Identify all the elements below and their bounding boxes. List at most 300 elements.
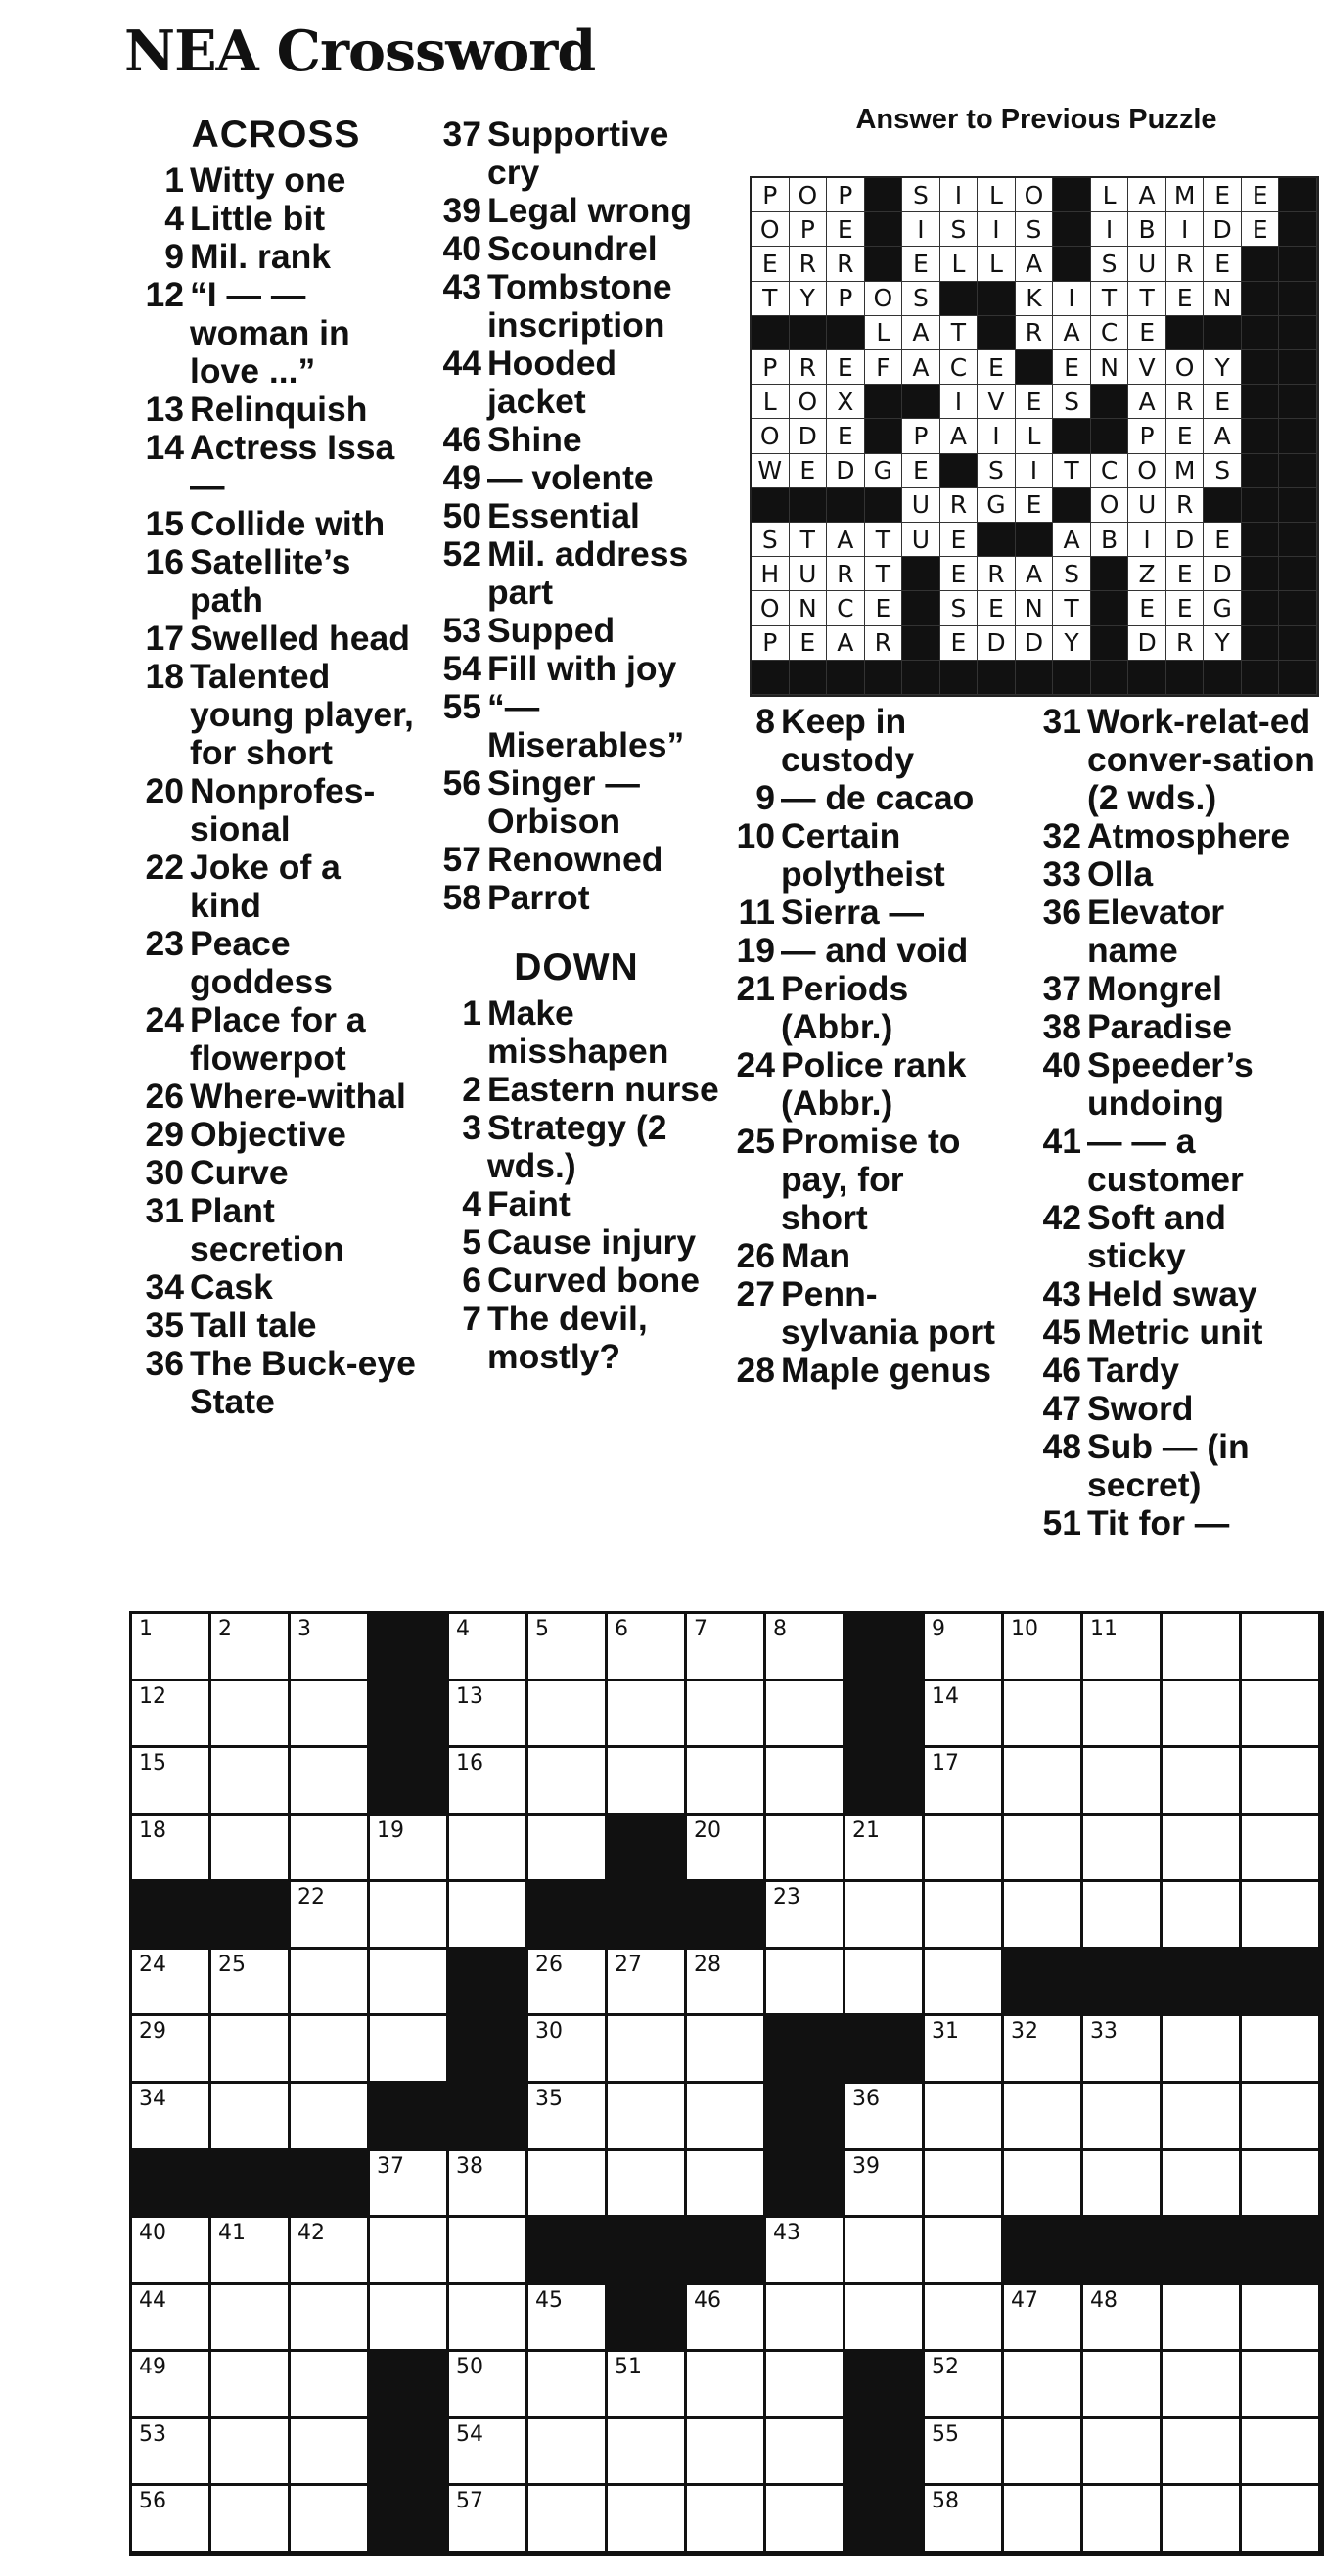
grid-cell[interactable] xyxy=(449,2419,528,2487)
previous-puzzle-letter: D xyxy=(1166,523,1205,557)
grid-cell[interactable] xyxy=(291,2218,370,2285)
grid-cell[interactable] xyxy=(449,2486,528,2553)
grid-cell[interactable] xyxy=(211,2084,291,2151)
previous-puzzle-letter: P xyxy=(827,178,865,212)
across-clue xyxy=(133,238,419,276)
previous-puzzle-letter: I xyxy=(978,419,1016,453)
grid-cell[interactable] xyxy=(1242,2285,1321,2353)
across-clue-text: Tombstone inscription xyxy=(487,267,672,345)
grid-cell[interactable] xyxy=(925,2352,1004,2419)
grid-cell[interactable] xyxy=(132,2016,211,2084)
across-clue xyxy=(133,772,419,849)
grid-cell[interactable] xyxy=(370,2151,449,2219)
down-clue-number: 41 xyxy=(1042,1122,1081,1161)
grid-cell[interactable] xyxy=(1163,2084,1242,2151)
previous-puzzle-letter: S xyxy=(752,523,790,557)
grid-cell[interactable] xyxy=(132,1816,211,1883)
grid-cell[interactable] xyxy=(370,2016,449,2084)
grid-cell[interactable] xyxy=(925,1950,1004,2017)
down-clue-number: 27 xyxy=(736,1274,775,1313)
grid-cell[interactable] xyxy=(211,2486,291,2553)
grid-cell[interactable] xyxy=(528,1681,608,1749)
down-clue xyxy=(1030,703,1322,817)
grid-black-square xyxy=(845,2419,925,2487)
previous-puzzle-letter: O xyxy=(1128,454,1166,488)
grid-cell[interactable] xyxy=(528,2084,608,2151)
grid-cell[interactable] xyxy=(370,1882,449,1950)
grid-cell[interactable] xyxy=(1242,1816,1321,1883)
down-clue-text: — and void xyxy=(781,931,969,970)
grid-cell[interactable] xyxy=(1083,2084,1163,2151)
previous-puzzle-letter: E xyxy=(1166,282,1205,316)
grid-cell[interactable] xyxy=(1163,2419,1242,2487)
grid-cell[interactable] xyxy=(687,1681,766,1749)
previous-puzzle-letter: A xyxy=(1128,178,1166,212)
grid-cell-number: 56 xyxy=(139,2489,166,2514)
previous-puzzle-black-square xyxy=(865,178,903,212)
previous-puzzle-black-square xyxy=(1091,626,1129,661)
previous-puzzle-black-square xyxy=(1279,316,1317,350)
across-clue-text: Legal wrong xyxy=(487,191,693,230)
grid-cell[interactable] xyxy=(132,2486,211,2553)
previous-puzzle-black-square xyxy=(1279,626,1317,661)
previous-puzzle-black-square xyxy=(902,591,940,625)
grid-cell[interactable] xyxy=(766,1882,845,1950)
grid-cell[interactable] xyxy=(608,2151,687,2219)
previous-puzzle-black-square xyxy=(1016,350,1054,385)
previous-puzzle-black-square xyxy=(1279,350,1317,385)
grid-cell[interactable] xyxy=(1083,1681,1163,1749)
grid-cell[interactable] xyxy=(132,1681,211,1749)
across-clue xyxy=(431,192,722,230)
grid-cell[interactable] xyxy=(687,1816,766,1883)
grid-cell[interactable] xyxy=(1083,1882,1163,1950)
grid-cell[interactable] xyxy=(132,1614,211,1681)
previous-puzzle-black-square xyxy=(827,661,865,695)
grid-cell[interactable] xyxy=(1083,2486,1163,2553)
previous-puzzle-letter: A xyxy=(902,350,940,385)
grid-cell[interactable] xyxy=(370,2285,449,2353)
grid-cell[interactable] xyxy=(925,2151,1004,2219)
grid-cell[interactable] xyxy=(1083,1748,1163,1816)
grid-cell[interactable] xyxy=(925,1681,1004,1749)
down-clue xyxy=(431,1300,722,1376)
grid-cell[interactable] xyxy=(449,1748,528,1816)
grid-cell[interactable] xyxy=(687,2285,766,2353)
grid-cell[interactable] xyxy=(370,1816,449,1883)
down-clues-column-1 xyxy=(724,703,998,1390)
grid-cell[interactable] xyxy=(925,2016,1004,2084)
previous-puzzle-letter: O xyxy=(790,178,828,212)
grid-cell[interactable] xyxy=(1242,1748,1321,1816)
grid-cell[interactable] xyxy=(687,2352,766,2419)
grid-cell[interactable] xyxy=(687,2084,766,2151)
grid-cell[interactable] xyxy=(528,2285,608,2353)
down-clue-text: Eastern nurse xyxy=(487,1070,719,1109)
grid-cell[interactable] xyxy=(211,1681,291,1749)
grid-cell[interactable] xyxy=(449,2352,528,2419)
down-clue xyxy=(724,932,998,970)
grid-cell[interactable] xyxy=(1242,1882,1321,1950)
across-clue xyxy=(133,1307,419,1345)
grid-cell[interactable] xyxy=(1163,2486,1242,2553)
previous-puzzle-letter: P xyxy=(752,626,790,661)
down-clue-number: 7 xyxy=(462,1299,481,1338)
grid-cell[interactable] xyxy=(766,1816,845,1883)
across-clue-number: 40 xyxy=(442,229,481,268)
grid-cell[interactable] xyxy=(687,1614,766,1681)
grid-cell[interactable] xyxy=(528,2016,608,2084)
grid-cell[interactable] xyxy=(766,2285,845,2353)
previous-puzzle-black-square xyxy=(1242,350,1280,385)
previous-puzzle-answer-grid xyxy=(750,176,1319,697)
down-clue-text: Atmosphere xyxy=(1087,816,1291,855)
previous-puzzle-black-square xyxy=(978,661,1016,695)
grid-cell[interactable] xyxy=(845,2218,925,2285)
down-clue xyxy=(431,1223,722,1262)
down-clue-text: Strategy (2 wds.) xyxy=(487,1108,667,1185)
grid-cell[interactable] xyxy=(1163,1614,1242,1681)
down-clue xyxy=(724,1123,998,1237)
previous-puzzle-black-square xyxy=(790,488,828,523)
grid-black-square xyxy=(845,1614,925,1681)
grid-cell[interactable] xyxy=(687,2419,766,2487)
page-title: NEA Crossword xyxy=(124,19,596,84)
grid-cell[interactable] xyxy=(528,1816,608,1883)
grid-cell[interactable] xyxy=(1242,2486,1321,2553)
grid-cell[interactable] xyxy=(766,1950,845,2017)
grid-cell[interactable] xyxy=(1004,2151,1083,2219)
grid-cell[interactable] xyxy=(1004,1816,1083,1883)
grid-cell[interactable] xyxy=(687,1950,766,2017)
grid-cell[interactable] xyxy=(1083,2419,1163,2487)
previous-puzzle-letter: E xyxy=(827,350,865,385)
previous-puzzle-black-square xyxy=(902,626,940,661)
grid-cell[interactable] xyxy=(1242,2352,1321,2419)
down-clue xyxy=(724,894,998,932)
grid-cell[interactable] xyxy=(528,1614,608,1681)
grid-cell[interactable] xyxy=(449,2218,528,2285)
previous-puzzle-letter: E xyxy=(1242,212,1280,247)
grid-cell[interactable] xyxy=(211,1748,291,1816)
grid-black-square xyxy=(766,2084,845,2151)
grid-cell[interactable] xyxy=(1242,2016,1321,2084)
grid-cell[interactable] xyxy=(1242,2419,1321,2487)
grid-cell[interactable] xyxy=(925,2486,1004,2553)
grid-cell[interactable] xyxy=(211,1816,291,1883)
down-clue xyxy=(724,1046,998,1123)
grid-cell[interactable] xyxy=(766,1748,845,1816)
grid-cell[interactable] xyxy=(845,1882,925,1950)
down-clue-text: Man xyxy=(781,1236,850,1275)
grid-cell[interactable] xyxy=(1242,1614,1321,1681)
grid-cell[interactable] xyxy=(845,2084,925,2151)
grid-cell[interactable] xyxy=(291,1882,370,1950)
across-clue-text: Talented young player, for short xyxy=(190,657,414,772)
previous-puzzle-letter: R xyxy=(827,557,865,591)
down-clue-number: 21 xyxy=(736,969,775,1008)
grid-cell[interactable] xyxy=(291,2285,370,2353)
previous-puzzle-letter: E xyxy=(1166,557,1205,591)
across-clue-text: Essential xyxy=(487,496,640,535)
grid-cell[interactable] xyxy=(291,1816,370,1883)
grid-cell[interactable] xyxy=(1004,1882,1083,1950)
previous-puzzle-black-square xyxy=(1242,488,1280,523)
grid-cell[interactable] xyxy=(1163,2352,1242,2419)
previous-puzzle-letter: E xyxy=(790,626,828,661)
grid-cell[interactable] xyxy=(211,2016,291,2084)
across-clue-text: Parrot xyxy=(487,878,590,917)
grid-cell[interactable] xyxy=(1163,1816,1242,1883)
previous-puzzle-letter: R xyxy=(790,350,828,385)
grid-cell[interactable] xyxy=(1004,1681,1083,1749)
across-clue-number: 1 xyxy=(164,161,184,200)
grid-cell[interactable] xyxy=(608,2419,687,2487)
previous-puzzle-black-square xyxy=(978,316,1016,350)
grid-cell[interactable] xyxy=(1163,1882,1242,1950)
grid-cell[interactable] xyxy=(528,2151,608,2219)
grid-cell[interactable] xyxy=(608,1950,687,2017)
grid-cell[interactable] xyxy=(766,2218,845,2285)
previous-puzzle-black-square xyxy=(1279,282,1317,316)
grid-cell[interactable] xyxy=(925,2218,1004,2285)
grid-cell[interactable] xyxy=(211,2352,291,2419)
grid-cell[interactable] xyxy=(132,2084,211,2151)
grid-cell[interactable] xyxy=(845,1950,925,2017)
grid-cell[interactable] xyxy=(370,2218,449,2285)
grid-cell[interactable] xyxy=(1004,2486,1083,2553)
previous-puzzle-letter: U xyxy=(902,523,940,557)
previous-puzzle-black-square xyxy=(1091,419,1129,453)
grid-cell[interactable] xyxy=(528,2352,608,2419)
grid-cell[interactable] xyxy=(291,1681,370,1749)
grid-cell[interactable] xyxy=(449,1681,528,1749)
previous-puzzle-black-square xyxy=(1242,626,1280,661)
across-clues-column-1 xyxy=(133,115,419,1421)
grid-cell[interactable] xyxy=(370,1950,449,2017)
grid-cell[interactable] xyxy=(1083,2016,1163,2084)
previous-puzzle-letter: E xyxy=(902,454,940,488)
previous-puzzle-letter: E xyxy=(790,454,828,488)
grid-cell[interactable] xyxy=(608,2352,687,2419)
grid-cell[interactable] xyxy=(1163,1748,1242,1816)
grid-cell[interactable] xyxy=(449,1882,528,1950)
down-clue-number: 43 xyxy=(1042,1274,1081,1313)
grid-cell[interactable] xyxy=(925,1816,1004,1883)
previous-puzzle-black-square xyxy=(1166,316,1205,350)
grid-cell[interactable] xyxy=(1083,2151,1163,2219)
across-clue-number: 50 xyxy=(442,496,481,535)
previous-puzzle-letter: D xyxy=(978,626,1016,661)
previous-puzzle-black-square xyxy=(1279,385,1317,419)
previous-puzzle-black-square xyxy=(1242,454,1280,488)
grid-cell[interactable] xyxy=(1242,2151,1321,2219)
down-clue-text: Tardy xyxy=(1087,1351,1180,1390)
grid-cell[interactable] xyxy=(1083,2285,1163,2353)
grid-cell-number: 10 xyxy=(1011,1617,1038,1641)
grid-cell[interactable] xyxy=(291,2486,370,2553)
grid-cell[interactable] xyxy=(132,2419,211,2487)
grid-cell[interactable] xyxy=(1004,1614,1083,1681)
previous-puzzle-letter: Y xyxy=(1204,626,1242,661)
grid-cell[interactable] xyxy=(687,1748,766,1816)
previous-puzzle-black-square xyxy=(902,661,940,695)
grid-cell[interactable] xyxy=(528,1950,608,2017)
grid-cell[interactable] xyxy=(291,2016,370,2084)
previous-puzzle-black-square xyxy=(1053,419,1091,453)
grid-cell[interactable] xyxy=(1004,1748,1083,1816)
grid-cell[interactable] xyxy=(608,1681,687,1749)
across-clue-text: Mil. rank xyxy=(190,237,332,276)
grid-cell[interactable] xyxy=(608,2084,687,2151)
grid-cell[interactable] xyxy=(1083,1614,1163,1681)
grid-cell[interactable] xyxy=(1242,2084,1321,2151)
across-clue xyxy=(133,1078,419,1116)
grid-cell[interactable] xyxy=(1004,2084,1083,2151)
grid-cell[interactable] xyxy=(687,2486,766,2553)
grid-cell[interactable] xyxy=(449,1614,528,1681)
grid-cell[interactable] xyxy=(687,2016,766,2084)
grid-cell[interactable] xyxy=(766,2352,845,2419)
grid-cell[interactable] xyxy=(845,1816,925,1883)
grid-cell[interactable] xyxy=(766,2419,845,2487)
grid-cell[interactable] xyxy=(766,2486,845,2553)
down-clue-text: Cause injury xyxy=(487,1222,697,1262)
across-clue-number: 23 xyxy=(145,924,184,963)
down-clue xyxy=(431,1071,722,1109)
grid-cell[interactable] xyxy=(449,1816,528,1883)
down-clue-number: 47 xyxy=(1042,1389,1081,1428)
down-clue xyxy=(724,1275,998,1352)
grid-cell[interactable] xyxy=(211,1950,291,2017)
across-clue-number: 9 xyxy=(164,237,184,276)
across-clue-number: 36 xyxy=(145,1344,184,1383)
grid-cell[interactable] xyxy=(608,1614,687,1681)
grid-cell[interactable] xyxy=(132,2352,211,2419)
grid-cell[interactable] xyxy=(291,1748,370,1816)
grid-cell[interactable] xyxy=(291,1614,370,1681)
grid-cell[interactable] xyxy=(1083,2352,1163,2419)
grid-cell[interactable] xyxy=(528,2486,608,2553)
previous-puzzle-letter: T xyxy=(790,523,828,557)
grid-cell[interactable] xyxy=(1004,2285,1083,2353)
grid-cell[interactable] xyxy=(1163,2016,1242,2084)
previous-puzzle-letter: E xyxy=(940,557,979,591)
previous-puzzle-letter: D xyxy=(1204,212,1242,247)
down-clue xyxy=(1030,1352,1322,1390)
grid-cell[interactable] xyxy=(211,1614,291,1681)
grid-cell[interactable] xyxy=(1004,2016,1083,2084)
grid-cell[interactable] xyxy=(845,2151,925,2219)
grid-cell[interactable] xyxy=(211,2285,291,2353)
previous-puzzle-letter: L xyxy=(978,247,1016,281)
grid-cell[interactable] xyxy=(1083,1816,1163,1883)
grid-cell[interactable] xyxy=(608,1748,687,1816)
across-clue-number: 13 xyxy=(145,390,184,429)
grid-cell-number: 22 xyxy=(297,1885,325,1910)
previous-puzzle-letter: E xyxy=(940,626,979,661)
grid-cell[interactable] xyxy=(132,2285,211,2353)
grid-cell[interactable] xyxy=(449,2285,528,2353)
grid-cell[interactable] xyxy=(211,2419,291,2487)
across-clue-number: 54 xyxy=(442,649,481,688)
grid-cell[interactable] xyxy=(449,2151,528,2219)
grid-cell[interactable] xyxy=(925,2419,1004,2487)
grid-cell[interactable] xyxy=(845,2285,925,2353)
grid-cell[interactable] xyxy=(925,2084,1004,2151)
previous-puzzle-letter: D xyxy=(827,454,865,488)
grid-cell[interactable] xyxy=(608,2016,687,2084)
previous-puzzle-letter: E xyxy=(1016,488,1054,523)
previous-puzzle-letter: P xyxy=(752,178,790,212)
grid-cell[interactable] xyxy=(1163,1681,1242,1749)
down-clue-number: 48 xyxy=(1042,1427,1081,1466)
grid-black-square xyxy=(449,2016,528,2084)
grid-cell[interactable] xyxy=(608,2486,687,2553)
across-clue xyxy=(431,650,722,688)
grid-cell[interactable] xyxy=(291,2419,370,2487)
grid-cell[interactable] xyxy=(1242,1681,1321,1749)
grid-cell[interactable] xyxy=(132,2218,211,2285)
previous-puzzle-letter: T xyxy=(1128,282,1166,316)
grid-cell[interactable] xyxy=(687,2151,766,2219)
across-clue-number: 46 xyxy=(442,420,481,459)
grid-black-square xyxy=(370,2486,449,2553)
grid-cell[interactable] xyxy=(925,2285,1004,2353)
previous-puzzle-black-square xyxy=(1279,178,1317,212)
across-clue-text: Joke of a kind xyxy=(190,848,341,925)
grid-cell[interactable] xyxy=(925,1882,1004,1950)
across-clue-number: 39 xyxy=(442,191,481,230)
previous-puzzle-letter: T xyxy=(1091,282,1129,316)
previous-puzzle-letter: G xyxy=(1204,591,1242,625)
grid-cell[interactable] xyxy=(132,1748,211,1816)
grid-cell[interactable] xyxy=(1004,2419,1083,2487)
grid-cell[interactable] xyxy=(132,1950,211,2017)
previous-puzzle-letter: G xyxy=(865,454,903,488)
grid-cell[interactable] xyxy=(766,1681,845,1749)
grid-cell[interactable] xyxy=(1163,2285,1242,2353)
previous-puzzle-black-square xyxy=(978,282,1016,316)
down-clue-text: The devil, mostly? xyxy=(487,1299,648,1376)
previous-puzzle-letter: E xyxy=(1128,591,1166,625)
previous-puzzle-letter: A xyxy=(1204,419,1242,453)
grid-cell[interactable] xyxy=(766,1614,845,1681)
grid-cell[interactable] xyxy=(925,1748,1004,1816)
grid-cell[interactable] xyxy=(1004,2352,1083,2419)
grid-cell-number: 9 xyxy=(932,1617,945,1641)
grid-cell[interactable] xyxy=(211,2218,291,2285)
previous-puzzle-letter: L xyxy=(1016,419,1054,453)
across-clue xyxy=(133,1154,419,1192)
grid-cell[interactable] xyxy=(925,1614,1004,1681)
previous-puzzle-letter: T xyxy=(1053,454,1091,488)
previous-puzzle-letter: M xyxy=(1166,454,1205,488)
previous-puzzle-letter: L xyxy=(978,178,1016,212)
grid-cell[interactable] xyxy=(291,1950,370,2017)
grid-black-square xyxy=(1242,2218,1321,2285)
down-clue-text: — de cacao xyxy=(781,778,975,817)
down-clue-text: Keep in custody xyxy=(781,702,915,779)
grid-cell[interactable] xyxy=(1163,2151,1242,2219)
grid-cell[interactable] xyxy=(528,1748,608,1816)
grid-cell[interactable] xyxy=(291,2352,370,2419)
previous-puzzle-black-square xyxy=(865,419,903,453)
grid-cell[interactable] xyxy=(528,2419,608,2487)
previous-puzzle-letter: X xyxy=(827,385,865,419)
grid-black-square xyxy=(845,1748,925,1816)
grid-cell[interactable] xyxy=(291,2084,370,2151)
